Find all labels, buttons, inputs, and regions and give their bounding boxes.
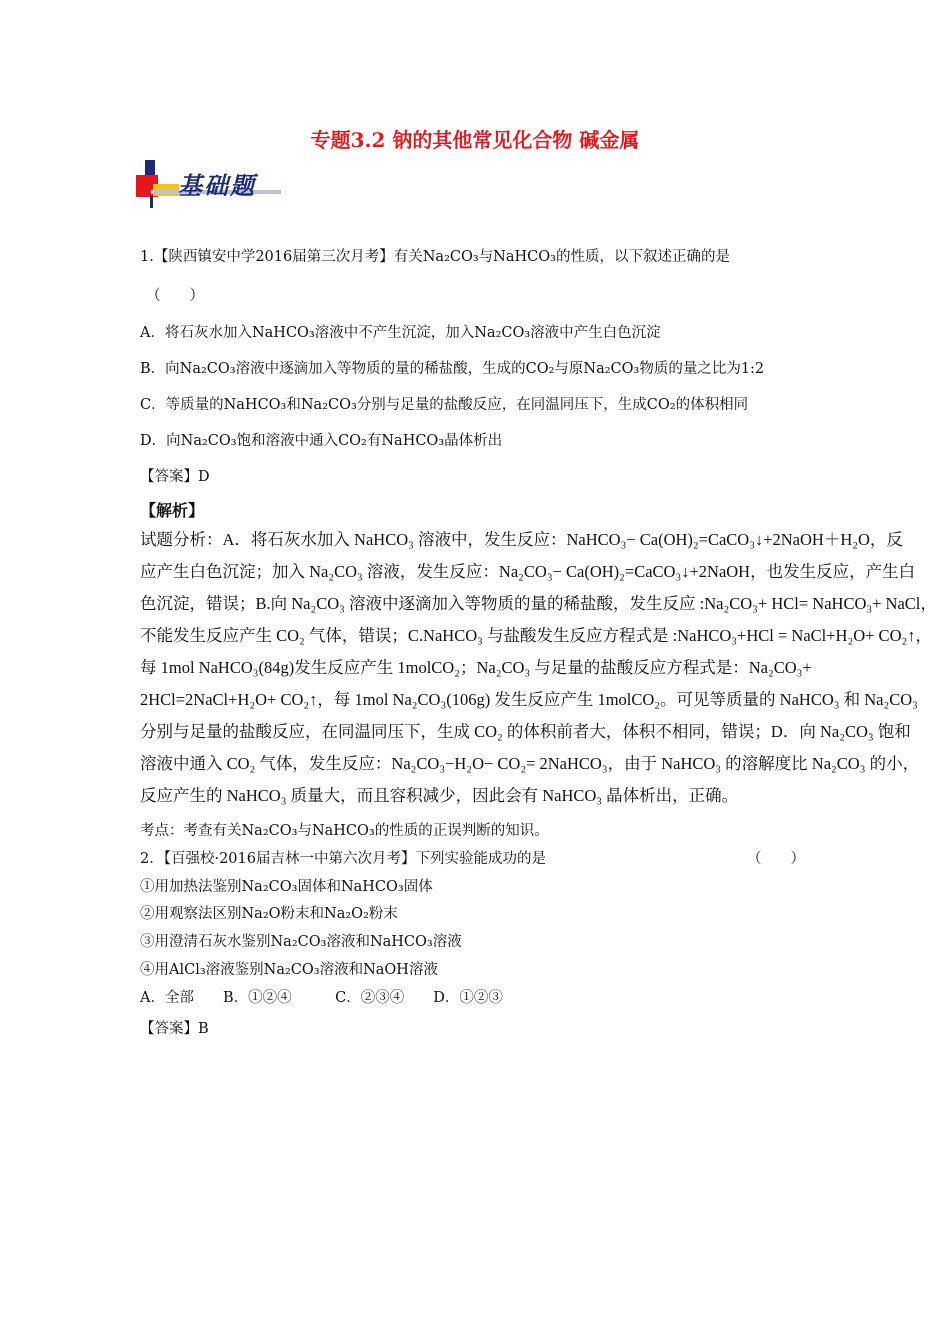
q1-stem: 1.【陕西镇安中学2016届第三次月考】有关Na₂CO₃与NaHCO₃的性质，以下叙述正确的是 bbox=[140, 249, 730, 265]
analysis-line: 试题分析：A．将石灰水加入 NaHCO₃ 溶液中，发生反应：NaHCO₃− Ca(OH)₂=CaCO₃↓+2NaOH＋H₂O，反 bbox=[140, 530, 903, 549]
page-title: 专题3.2 钠的其他常见化合物 碱金属 bbox=[310, 128, 640, 152]
analysis-line: 2HCl=2NaCl+H₂O+ CO₂↑，每 1mol Na₂CO₃(106g) 发生反应产生 1molCO₂。可见等质量的 NaHCO₃ 和 Na₂CO₃ bbox=[140, 690, 918, 709]
q2-item-2: ②用观察法区别Na₂O粉末和Na₂O₂粉末 bbox=[140, 906, 398, 922]
q1-option-d: D．向Na₂CO₃饱和溶液中通入CO₂有NaHCO₃晶体析出 bbox=[140, 433, 503, 449]
q2-item-1: ①用加热法鉴别Na₂CO₃固体和NaHCO₃固体 bbox=[140, 879, 433, 895]
analysis-line: 每 1mol NaHCO₃(84g)发生反应产生 1molCO₂；Na₂CO₃ 与足量的盐酸反应方程式是：Na₂CO₃+ bbox=[140, 658, 812, 677]
q1-option-c: C．等质量的NaHCO₃和Na₂CO₃分别与足量的盐酸反应，在同温同压下，生成CO₂的体积相同 bbox=[140, 397, 749, 413]
q2-paren: （ ） bbox=[747, 851, 805, 867]
q1-point: 考点：考查有关Na₂CO₃与NaHCO₃的性质的正误判断的知识。 bbox=[140, 823, 549, 839]
q1-paren: （ ） bbox=[146, 288, 204, 304]
analysis-line: 反应产生的 NaHCO₃ 质量大，而且容积减少，因此会有 NaHCO₃ 晶体析出，正确。 bbox=[140, 786, 739, 805]
q2-item-4: ④用AlCl₃溶液鉴别Na₂CO₃溶液和NaOH溶液 bbox=[140, 962, 438, 978]
q1-option-a: A．将石灰水加入NaHCO₃溶液中不产生沉淀，加入Na₂CO₃溶液中产生白色沉淀 bbox=[140, 325, 661, 341]
q2-stem: 2．【百强校·2016届吉林一中第六次月考】下列实验能成功的是 bbox=[140, 851, 546, 867]
analysis-line: 不能发生反应产生 CO₂ 气体，错误；C.NaHCO₃ 与盐酸发生反应方程式是 :NaHCO₃+HCl = NaCl+H₂O+ CO₂↑， bbox=[140, 626, 932, 645]
q1-analysis bbox=[140, 524, 937, 812]
analysis-line: 溶液中通入 CO₂ 气体，发生反应：Na₂CO₃−H₂O− CO₂= 2NaHCO₃，由于 NaHCO₃ 的溶解度比 Na₂CO₃ 的小， bbox=[140, 754, 920, 773]
q1-option-b: B．向Na₂CO₃溶液中逐滴加入等物质的量的稀盐酸，生成的CO₂与原Na₂CO₃物质的量之比为1:2 bbox=[140, 361, 765, 377]
analysis-line: 应产生白色沉淀；加入 Na₂CO₃ 溶液，发生反应：Na₂CO₃− Ca(OH)₂=CaCO₃↓+2NaOH，也发生反应，产生白 bbox=[140, 562, 916, 581]
q2-options: A．全部 B．①②④ C．②③④ D．①②③ bbox=[140, 990, 503, 1006]
section-banner-label: 基础题 bbox=[178, 171, 256, 200]
q2-item-3: ③用澄清石灰水鉴别Na₂CO₃溶液和NaHCO₃溶液 bbox=[140, 934, 462, 950]
q2-answer: 【答案】B bbox=[140, 1021, 209, 1037]
analysis-line: 分别与足量的盐酸反应，在同温同压下，生成 CO₂ 的体积前者大，体积不相同，错误；D．向 Na₂CO₃ 饱和 bbox=[140, 722, 911, 741]
q1-analysis-heading: 【解析】 bbox=[140, 503, 205, 520]
analysis-line: 色沉淀，错误；B.向 Na₂CO₃ 溶液中逐滴加入等物质的量的稀盐酸，发生反应 :Na₂CO₃+ HCl= NaHCO₃+ NaCl， bbox=[140, 594, 937, 613]
q1-answer: 【答案】D bbox=[140, 469, 210, 485]
